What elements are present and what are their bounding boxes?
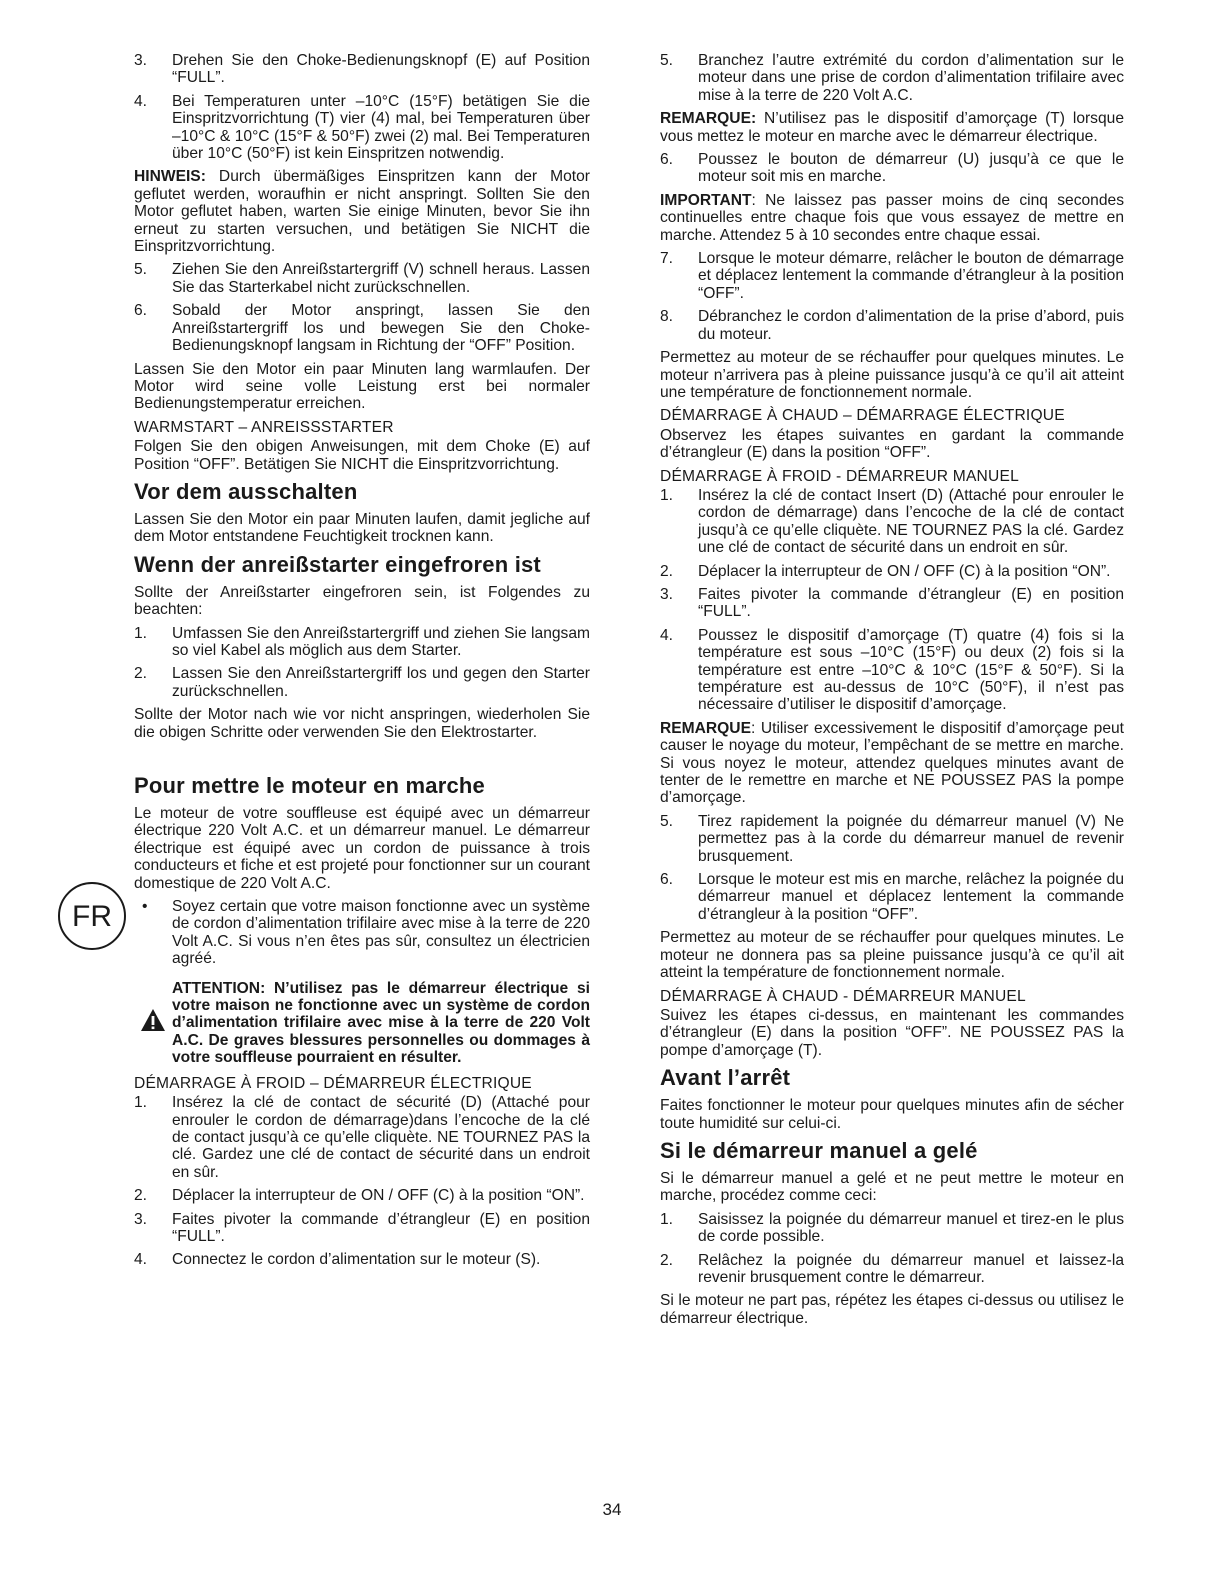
- list-text: Ziehen Sie den Anreißstartergriff (V) schnell heraus. Lassen Sie das Starterkabel nicht zurückschnellen.: [172, 261, 590, 296]
- list-item: [660, 871, 1124, 923]
- note-paragraph: [660, 720, 1124, 807]
- body-paragraph: Lassen Sie den Motor ein paar Minuten lang warmlaufen. Der Motor wird seine volle Leistung erst bei normaler Bedienungstemperatur erreichen.: [134, 360, 590, 413]
- note-text: : Ne laissez pas passer moins de cinq secondes continuelles entre chaque fois que vous essayez de mettre en marche. Attendez 5 à 10 secondes entre chaque essai.: [660, 191, 1124, 244]
- list-number: 4.: [134, 92, 148, 110]
- body-paragraph: Si le démarreur manuel a gelé et ne peut mettre le moteur en marche, procédez comme ceci:: [660, 1169, 1124, 1205]
- list-text: Déplacer la interrupteur de ON / OFF (C) à la position “ON”.: [698, 562, 1111, 580]
- list-item: [660, 563, 1124, 580]
- list-item: [660, 308, 1124, 343]
- list-item: [134, 665, 590, 700]
- list-item: [134, 261, 590, 296]
- warning-block: [134, 980, 590, 1067]
- subheading: DÉMARRAGE À CHAUD – DÉMARRAGE ÉLECTRIQUE: [660, 407, 1065, 425]
- body-paragraph: Faites fonctionner le moteur pour quelques minutes afin de sécher toute humidité sur celui-ci.: [660, 1097, 1124, 1132]
- list-text: Umfassen Sie den Anreißstartergriff und ziehen Sie langsam so viel Kabel als möglich aus dem Starter.: [172, 624, 590, 659]
- note-text: N’utilisez pas le dispositif d’amorçage (T) lorsque vous mettez le moteur en marche avec le démarreur électrique.: [660, 110, 1124, 145]
- subheading: DÉMARRAGE À FROID - DÉMARREUR MANUEL: [660, 467, 1019, 485]
- list-text: Connectez le cordon d’alimentation sur le moteur (S).: [172, 1251, 541, 1269]
- subheading: DÉMARRAGE À CHAUD - DÉMARREUR MANUEL: [660, 987, 1026, 1005]
- bullet-item: [134, 898, 590, 968]
- list-text: Bei Temperaturen unter –10°C (15°F) betätigen Sie die Einspritzvorrichtung (T) vier (4) mal, bei Temperaturen über –10°C & 10°C (15°F & 50°F) zwei (2) mal. Bei Temperaturen über 10°C (50°F) ist kein Einspritzen notwendig.: [172, 92, 590, 163]
- list-item: [134, 302, 590, 354]
- list-item: [660, 1211, 1124, 1246]
- bullet-glyph: •: [142, 898, 148, 916]
- list-text: Branchez l’autre extrémité du cordon d’alimentation sur le moteur dans une prise de cordon d’alimentation trifilaire avec mise à la terre de 220 Volt A.C.: [698, 52, 1124, 104]
- list-number: 5.: [134, 261, 148, 279]
- list-item: [660, 487, 1124, 557]
- list-text: Insérez la clé de contact Insert (D) (Attaché pour enrouler le cordon de démarrage) dans l’encoche de la clé de contact jusqu’à ce qu’elle cliquète. NE TOURNEZ PAS la clé. Gardez une clé de contact de sécurité dans un endroit en sûr.: [698, 486, 1124, 557]
- note-label: REMARQUE:: [660, 110, 757, 128]
- list-number: 6.: [134, 302, 148, 320]
- list-text: Faites pivoter la commande d’étrangleur (E) en position “FULL”.: [172, 1210, 590, 1245]
- list-item: [134, 1187, 590, 1204]
- warning-text: ATTENTION: N’utilisez pas le démarreur électrique si votre maison ne fonctionne avec un système de cordon d’alimentation trifilaire avec mise à la terre de 220 Volt A.C. De graves blessures personnelles ou dommages à votre souffleuse pourraient en résulter.: [172, 979, 590, 1067]
- list-text: Poussez le dispositif d’amorçage (T) quatre (4) fois si la température est sous –10°C (15°F) ou deux (2) fois si la température est entre –10°C & 10°C (15°F & 50°F). Si la température est au-dessus de 10°C (50°F), il n’est pas nécessaire d’utiliser le dispositif d’amorçage.: [698, 626, 1124, 714]
- section-heading: Si le démarreur manuel a gelé: [660, 1137, 978, 1163]
- body-paragraph: Le moteur de votre souffleuse est équipé avec un démarreur électrique 220 Volt A.C. et un démarreur manuel. Le démarreur électrique est équipé avec un cordon de puissance à trois conducteurs et fiche et est projeté pour fonctionner sur un courant domestique de 220 Volt A.C.: [134, 805, 590, 892]
- list-number: 6.: [660, 871, 674, 889]
- list-item: [134, 93, 590, 163]
- fr-circle-icon: [56, 880, 128, 952]
- list-text: Poussez le bouton de démarreur (U) jusqu’à ce que le moteur soit mis en marche.: [698, 151, 1124, 186]
- list-item: [134, 1211, 590, 1246]
- right-column: [660, 52, 1124, 1333]
- section-heading: Avant l’arrêt: [660, 1065, 791, 1091]
- list-item: [134, 1251, 590, 1268]
- list-number: 3.: [134, 1210, 148, 1228]
- note-paragraph: [660, 110, 1124, 145]
- list-number: 2.: [660, 1251, 674, 1269]
- list-text: Faites pivoter la commande d’étrangleur (E) en position “FULL”.: [698, 585, 1124, 621]
- language-badge-label: FR: [72, 900, 112, 933]
- list-number: 1.: [134, 1094, 148, 1112]
- list-number: 2.: [134, 1187, 148, 1205]
- note-text: Durch übermäßiges Einspritzen kann der Motor geflutet werden, woraufhin er nicht anspringt. Sollten Sie den Motor geflutet haben, warten Sie einige Minuten, bevor Sie ihn erneut zu starten versuchen, und betätigen Sie NICHT die Einspritzvorrichtung.: [134, 168, 590, 256]
- body-paragraph: Folgen Sie den obigen Anweisungen, mit dem Choke (E) auf Position “OFF”. Betätigen Sie NICHT die Einspritzvorrichtung.: [134, 438, 590, 473]
- note-text: : Utiliser excessivement le dispositif d’amorçage peut causer le noyage du moteur, l’empêchant de se mettre en marche. Si vous noyez le moteur, attendez quelques minutes avant de tenter de le remettre en marche et NE POUSSEZ PAS la pompe d’amorçage.: [660, 719, 1124, 807]
- subheading: WARMSTART – ANREISSSTARTER: [134, 418, 394, 436]
- section-heading: Wenn der anreißstarter eingefroren ist: [134, 551, 541, 577]
- list-number: 3.: [660, 585, 674, 603]
- list-number: 2.: [660, 562, 674, 580]
- list-number: 2.: [134, 665, 148, 683]
- list-text: Tirez rapidement la poignée du démarreur manuel (V) Ne permettez pas à la corde du démarreur manuel de revenir brusquement.: [698, 812, 1124, 865]
- page-number: 34: [602, 1500, 622, 1519]
- list-number: 4.: [660, 626, 674, 644]
- list-text: Lorsque le moteur est mis en marche, relâchez la poignée du démarreur manuel et déplacez lentement la commande d’étrangleur à la position “OFF”.: [698, 871, 1124, 923]
- list-text: Lorsque le moteur démarre, relâcher le bouton de démarrage et déplacez lentement la commande d’étrangleur à la position “OFF”.: [698, 250, 1124, 302]
- body-paragraph: Lassen Sie den Motor ein paar Minuten laufen, damit jegliche auf dem Motor entstandene Feuchtigkeit trocknen kann.: [134, 510, 590, 546]
- body-paragraph: Observez les étapes suivantes en gardant la commande d’étrangleur (E) dans la position “OFF”.: [660, 426, 1124, 462]
- list-text: Saisissez la poignée du démarreur manuel et tirez-en le plus de corde possible.: [698, 1210, 1124, 1246]
- list-text: Sobald der Motor anspringt, lassen Sie den Anreißstartergriff los und bewegen Sie den Choke-Bedienungsknopf langsam in Richtung der “OFF” Position.: [172, 302, 590, 355]
- body-paragraph: Permettez au moteur de se réchauffer pour quelques minutes. Le moteur n’arrivera pas à pleine puissance jusqu’à ce qu’il ait atteint une température de fonctionnement normale.: [660, 349, 1124, 401]
- note-label: HINWEIS:: [134, 168, 206, 186]
- list-item: [660, 586, 1124, 621]
- list-item: [660, 52, 1124, 104]
- list-item: [660, 1252, 1124, 1287]
- list-number: 5.: [660, 812, 674, 830]
- list-text: Relâchez la poignée du démarreur manuel et laissez-la revenir brusquement contre le démarreur.: [698, 1251, 1124, 1286]
- note-paragraph: [134, 168, 590, 255]
- body-paragraph: Sollte der Anreißstarter eingefroren sein, ist Folgendes zu beachten:: [134, 583, 590, 619]
- list-text: Insérez la clé de contact de sécurité (D) (Attaché pour enrouler le cordon de démarrage)dans l’encoche de la clé de contact jusqu’à ce qu’elle cliquète. NE TOURNEZ PAS la clé. Gardez une clé de contact de sécurité dans un endroit en sûr.: [172, 1094, 590, 1181]
- list-number: 7.: [660, 250, 674, 268]
- list-number: 1.: [660, 486, 674, 504]
- list-number: 1.: [134, 624, 148, 642]
- list-number: 3.: [134, 52, 148, 69]
- list-item: [660, 250, 1124, 302]
- note-label: REMARQUE: [660, 719, 751, 737]
- subheading: DÉMARRAGE À FROID – DÉMARREUR ÉLECTRIQUE: [134, 1074, 532, 1092]
- note-paragraph: [660, 192, 1124, 244]
- body-paragraph: Sollte der Motor nach wie vor nicht anspringen, wiederholen Sie die obigen Schritte oder verwenden Sie den Elektrostarter.: [134, 706, 590, 741]
- list-item: [660, 627, 1124, 714]
- body-paragraph: Si le moteur ne part pas, répétez les étapes ci-dessus ou utilisez le démarreur électrique.: [660, 1292, 1124, 1327]
- list-item: [134, 625, 590, 660]
- body-paragraph: Permettez au moteur de se réchauffer pour quelques minutes. Le moteur ne donnera pas sa pleine puissance jusqu’à ce qu’il ait atteint la température de fonctionnement normale.: [660, 929, 1124, 982]
- left-column: [134, 52, 590, 1275]
- list-item: [134, 1094, 590, 1181]
- list-text: Drehen Sie den Choke-Bedienungsknopf (E) auf Position “FULL”.: [172, 52, 590, 87]
- list-text: Débranchez le cordon d’alimentation de la prise d’abord, puis du moteur.: [698, 308, 1124, 343]
- list-text: Soyez certain que votre maison fonctionne avec un système de cordon d’alimentation trifilaire avec mise à la terre de 220 Volt A.C. Si vous n’en êtes pas sûr, consultez un électricien agréé.: [172, 898, 590, 968]
- list-number: 6.: [660, 151, 674, 169]
- list-text: Lassen Sie den Anreißstartergriff los und gegen den Starter zurückschnellen.: [172, 665, 590, 700]
- list-number: 4.: [134, 1251, 148, 1269]
- language-badge: [56, 880, 128, 952]
- warning-triangle-icon: [140, 1008, 166, 1032]
- section-heading: Pour mettre le moteur en marche: [134, 773, 485, 798]
- note-label: IMPORTANT: [660, 191, 752, 209]
- list-number: 5.: [660, 52, 674, 69]
- list-item: [134, 52, 590, 87]
- list-item: [660, 813, 1124, 865]
- list-item: [660, 151, 1124, 186]
- list-text: Déplacer la interrupteur de ON / OFF (C) à la position “ON”.: [172, 1187, 585, 1205]
- body-paragraph: Suivez les étapes ci-dessus, en maintenant les commandes d’étrangleur (E) dans la position “OFF”. NE POUSSEZ PAS la pompe d’amorçage (T).: [660, 1006, 1124, 1059]
- section-heading: Vor dem ausschalten: [134, 478, 358, 504]
- list-number: 1.: [660, 1210, 674, 1228]
- list-number: 8.: [660, 308, 674, 326]
